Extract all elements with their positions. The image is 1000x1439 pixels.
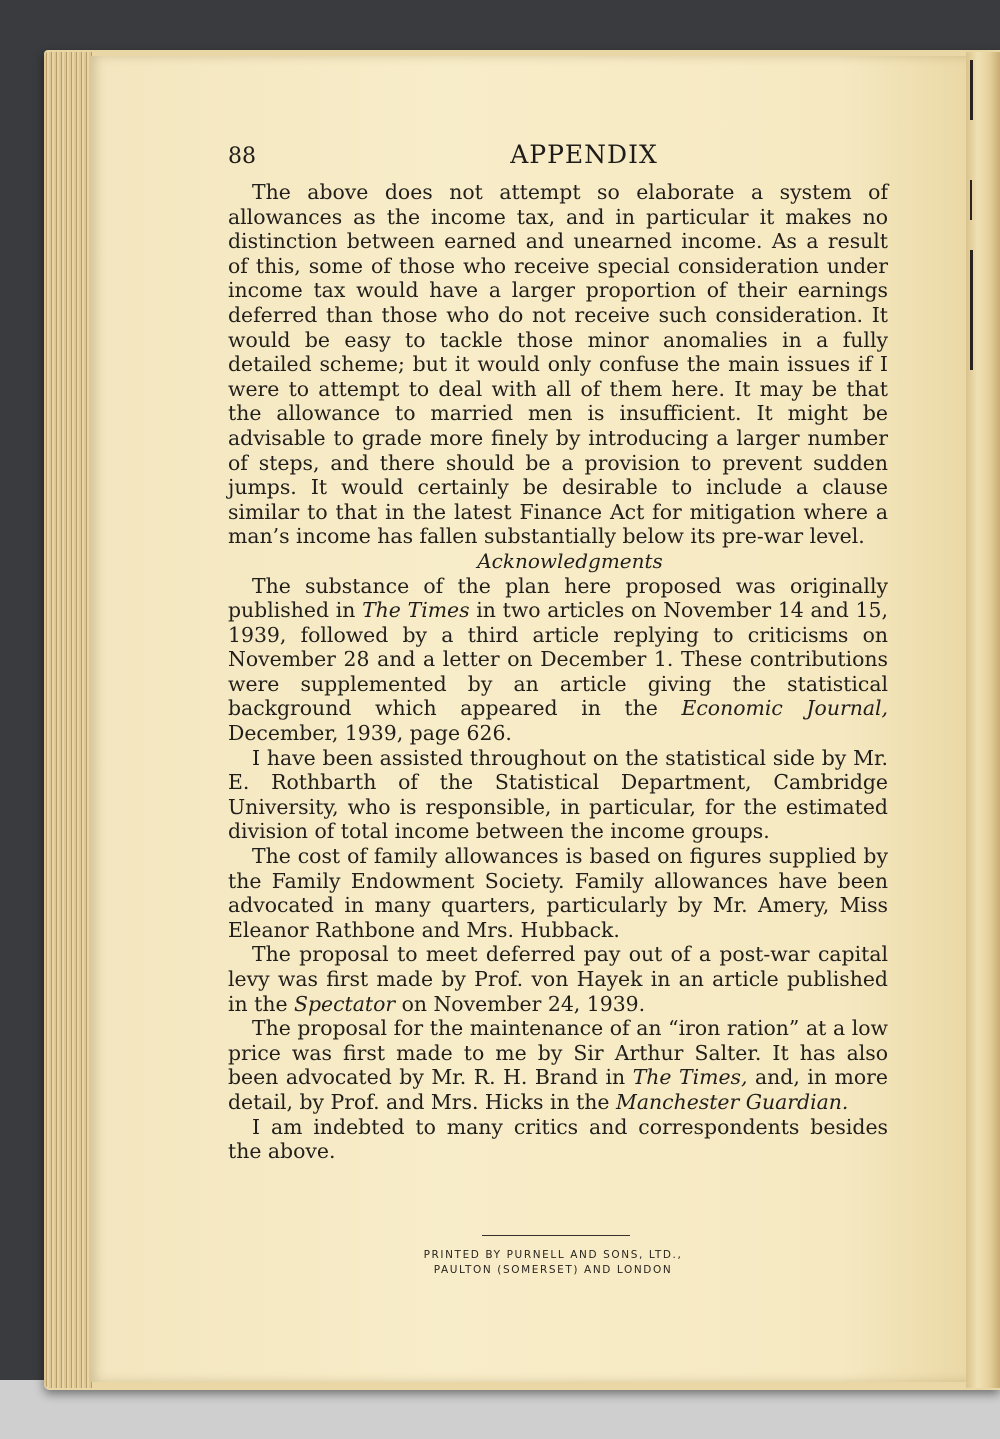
running-title: APPENDIX (510, 140, 658, 169)
text-run: The proposal to meet deferred pay out of a post-war capital levy was first made by Prof. von Hayek in an article published in the (228, 942, 888, 1016)
paragraph (228, 942, 888, 1016)
text-run: and, in more detail, by Prof. and Mrs. Hicks in the (228, 1065, 888, 1114)
imprint-line: PRINTED BY PURNELL AND SONS, LTD., (423, 1249, 683, 1261)
text-run: The proposal for the maintenance of an “iron ration” at a low price was first made to me by Sir Arthur Salter. It has also been advocated by Mr. R. H. Brand in (228, 1016, 888, 1090)
italic-title: Manchester Guardian. (615, 1089, 849, 1114)
gutter-mark (970, 250, 973, 370)
italic-title: Economic Journal, (681, 696, 888, 721)
paragraph: The cost of family allowances is based on figures supplied by the Family Endowment Society. Family allowances have been advocated in many quarters, particularly by Mr. Amery, Miss Eleanor Rathbone and Mrs. Hubback. (228, 844, 888, 942)
page-edges (44, 52, 92, 1388)
italic-title: The Times, (632, 1065, 748, 1090)
text-run: on November 24, 1939. (395, 991, 646, 1016)
section-heading: Acknowledgments (477, 548, 663, 573)
text-run: The substance of the plan here proposed was originally published in (228, 573, 888, 623)
body-text (228, 180, 888, 1164)
page-header (228, 140, 888, 174)
page-number: 88 (228, 144, 256, 169)
paragraph (228, 574, 888, 746)
printer-imprint (328, 1248, 778, 1278)
text-run: in two articles on November 14 and 15, 1939, followed by a third article replying to criticisms on November 28 and a letter on December 1. These contributions were supplemented by an article giving the statistical background which appeared in the (228, 598, 888, 721)
italic-title: The Times (362, 598, 470, 623)
gutter-mark (970, 180, 972, 220)
paragraph: I have been assisted throughout on the statistical side by Mr. E. Rothbarth of the Statistical Department, Cambridge University, who is responsible, in particular, for the estimated division of total income between the income groups. (228, 745, 888, 844)
italic-title: Spectator (294, 991, 396, 1016)
gutter-mark (970, 60, 973, 120)
divider-rule (482, 1235, 630, 1236)
text-run: December, 1939, page 626. (228, 721, 512, 746)
paragraph (228, 1016, 888, 1114)
paragraph: I am indebted to many critics and correspondents besides the above. (228, 1114, 888, 1164)
imprint-line: PAULTON (SOMERSET) AND LONDON (433, 1264, 673, 1276)
paragraph: The above does not attempt so elaborate a system of allowances as the income tax, and in particular it makes no distinction between earned and unearned income. As a result of this, some of those who receive special consideration under income tax would have a larger proportion of their earnings deferred than those who do not receive such consideration. It would be easy to tackle those minor anomalies in a fully detailed scheme; but it would only confuse the main issues if I were to attempt to deal with all of them here. It may be that the allowance to married men is insufficient. It might be advisable to grade more finely by introducing a larger number of steps, and there should be a provision to prevent sudden jumps. It would certainly be desirable to include a clause similar to that in the latest Finance Act for mitigation where a man’s income has fallen substantially below its pre-war level. (228, 180, 888, 549)
